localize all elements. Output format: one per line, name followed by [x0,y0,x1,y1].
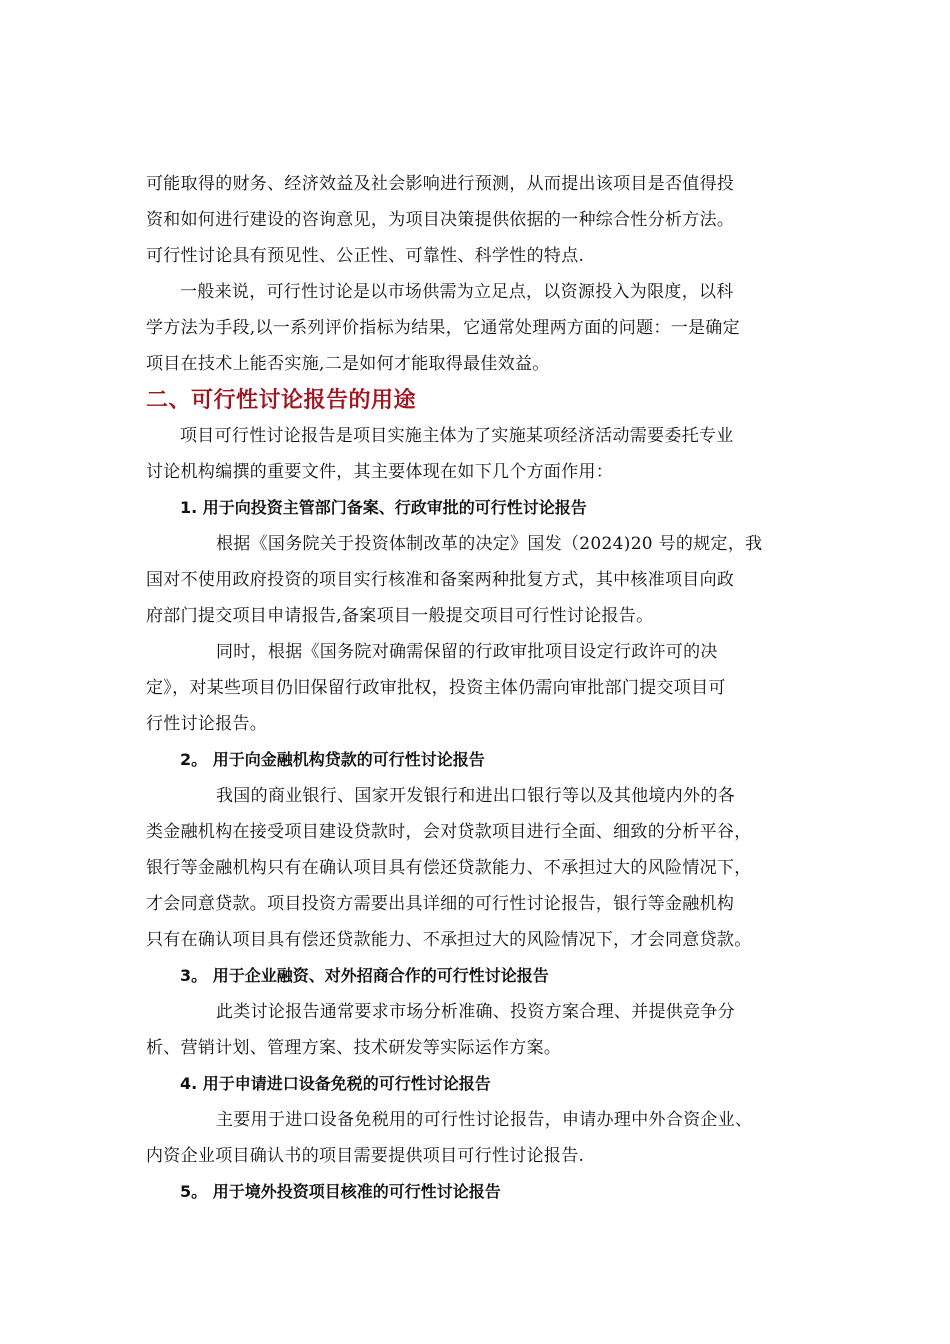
subsection-heading-3: 3。 用于企业融资、对外招商合作的可行性讨论报告 [180,966,549,985]
text-line: 才会同意贷款。项目投资方需要出具详细的可行性讨论报告，银行等金融机构 [146,894,735,914]
intro-paragraph [146,166,806,274]
text-line: 析、营销计划、管理方案、技术研发等实际运作方案。 [146,1038,562,1058]
text-line: 一般来说，可行性讨论是以市场供需为立足点，以资源投入为限度，以科 [180,282,734,302]
subsection-heading-4: 4. 用于申请进口设备免税的可行性讨论报告 [180,1074,491,1093]
paragraph-general [146,274,806,382]
text-line: 府部门提交项目申请报告,备案项目一般提交项目可行性讨论报告。 [146,606,654,626]
text-line: 定》，对某些项目仍旧保留行政审批权，投资主体仍需向审批部门提交项目可 [146,678,726,698]
text-line: 可能取得的财务、经济效益及社会影响进行预测，从而提出该项目是否值得投 [146,174,735,194]
subsection-3-paragraph [146,994,806,1066]
text-line: 国对不使用政府投资的项目实行核准和备案两种批复方式，其中核准项目向政 [146,570,735,590]
text-line: 此类讨论报告通常要求市场分析准确、投资方案合理、并提供竞争分 [216,1002,735,1022]
text-line: 学方法为手段,以一系列评价指标为结果，它通常处理两方面的问题：一是确定 [146,318,740,338]
subsection-1-paragraph-2 [146,634,806,742]
subsection-2-paragraph [146,778,806,958]
text-line: 主要用于进口设备免税用的可行性讨论报告，申请办理中外合资企业、 [216,1110,753,1130]
text-line: 项目可行性讨论报告是项目实施主体为了实施某项经济活动需要委托专业 [180,426,734,446]
text-line: 根据《国务院关于投资体制改革的决定》国发（2024)20 号的规定，我 [216,534,763,554]
text-line: 内资企业项目确认书的项目需要提供项目可行性讨论报告. [146,1146,585,1166]
section-intro-paragraph [146,418,806,490]
text-line: 同时，根据《国务院对确需保留的行政审批项目设定行政许可的决 [216,642,718,662]
text-line: 类金融机构在接受项目建设贷款时，会对贷款项目进行全面、细致的分析平谷， [146,822,752,842]
text-line: 可行性讨论具有预见性、公正性、可靠性、科学性的特点. [146,246,585,266]
document-page [146,166,806,1210]
text-line: 银行等金融机构只有在确认项目具有偿还贷款能力、不承担过大的风险情况下， [146,858,752,878]
subsection-4-paragraph [146,1102,806,1174]
text-line: 讨论机构编撰的重要文件，其主要体现在如下几个方面作用： [146,462,614,482]
subsection-1-paragraph-1 [146,526,806,634]
text-line: 资和如何进行建设的咨询意见，为项目决策提供依据的一种综合性分析方法。 [146,210,735,230]
text-line: 我国的商业银行、国家开发银行和进出口银行等以及其他境内外的各 [216,786,735,806]
text-line: 行性讨论报告。 [146,714,268,734]
subsection-heading-1: 1. 用于向投资主管部门备案、行政审批的可行性讨论报告 [180,498,587,517]
text-line: 只有在确认项目具有偿还贷款能力、不承担过大的风险情况下，才会同意贷款。 [146,930,752,950]
subsection-heading-2: 2。 用于向金融机构贷款的可行性讨论报告 [180,750,485,769]
subsection-heading-5: 5。 用于境外投资项目核准的可行性讨论报告 [180,1182,501,1201]
text-line: 项目在技术上能否实施,二是如何才能取得最佳效益。 [146,354,550,374]
section-heading: 二、可行性讨论报告的用途 [146,388,417,413]
